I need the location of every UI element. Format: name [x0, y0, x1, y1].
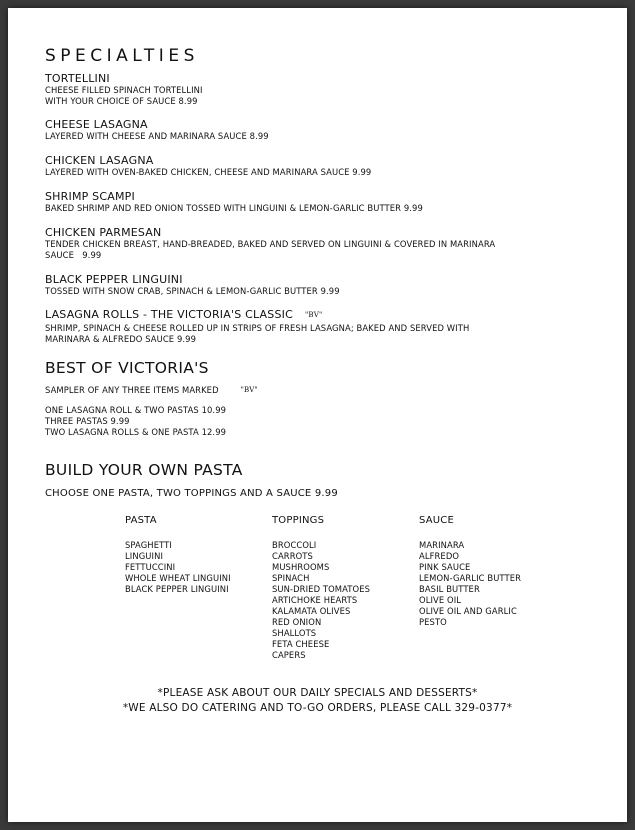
list-item: BLACK PEPPER LINGUINI [125, 584, 229, 594]
best-option: TWO LASAGNA ROLLS & ONE PASTA 12.99 [45, 427, 227, 437]
list-item: LEMON-GARLIC BUTTER [419, 573, 522, 583]
menu-item-cheese-lasagna [45, 118, 269, 142]
column-header: TOPPINGS [272, 515, 325, 526]
desc-line: BAKED SHRIMP AND RED ONION TOSSED WITH LINGUINI & LEMON-GARLIC BUTTER 9.99 [45, 203, 423, 213]
item-name: CHEESE LASAGNA [45, 118, 148, 131]
item-description [45, 239, 495, 261]
item-name: BLACK PEPPER LINGUINI [45, 273, 183, 286]
pasta-list [125, 540, 231, 595]
desc-line: SHRIMP, SPINACH & CHEESE ROLLED UP IN STRIPS OF FRESH LASAGNA; BAKED AND SERVED WITH [45, 323, 470, 333]
desc-line: TOSSED WITH SNOW CRAB, SPINACH & LEMON-GARLIC BUTTER 9.99 [45, 286, 340, 296]
list-item: SUN-DRIED TOMATOES [272, 584, 371, 594]
item-name: CHICKEN LASAGNA [45, 154, 154, 167]
footer-specials-note: *PLEASE ASK ABOUT OUR DAILY SPECIALS AND DESSERTS* [157, 687, 478, 699]
item-description [45, 203, 423, 214]
item-description [45, 85, 203, 107]
list-item: BROCCOLI [272, 540, 317, 550]
list-item: LINGUINI [125, 551, 164, 561]
list-item: WHOLE WHEAT LINGUINI [125, 573, 231, 583]
list-item: PESTO [419, 617, 447, 627]
desc-line: CHEESE FILLED SPINACH TORTELLINI [45, 85, 203, 95]
list-item: ARTICHOKE HEARTS [272, 595, 358, 605]
list-item: FETA CHEESE [272, 639, 330, 649]
item-description [45, 323, 469, 345]
specialties-title: SPECIALTIES [45, 46, 199, 66]
menu-item-chicken-lasagna [45, 154, 371, 178]
list-item: CAPERS [272, 650, 306, 660]
footer-catering-note: *WE ALSO DO CATERING AND TO-GO ORDERS, PLEASE CALL 329-0377* [122, 702, 513, 714]
best-of-title: BEST OF VICTORIA'S [45, 359, 209, 377]
list-item: CARROTS [272, 551, 313, 561]
best-options [45, 405, 226, 438]
bv-mark: "BV" [240, 386, 258, 394]
list-item: OLIVE OIL AND GARLIC [419, 606, 517, 616]
item-name-row [45, 308, 469, 321]
item-description [45, 131, 269, 142]
menu-page [8, 8, 627, 822]
best-option: ONE LASAGNA ROLL & TWO PASTAS 10.99 [45, 405, 227, 415]
desc-line: WITH YOUR CHOICE OF SAUCE 8.99 [45, 96, 198, 106]
best-option: THREE PASTAS 9.99 [45, 416, 130, 426]
list-item: MARINARA [419, 540, 465, 550]
sauce-list [419, 540, 521, 628]
column-header: PASTA [125, 515, 157, 526]
menu-item-chicken-parmesan [45, 226, 495, 261]
list-item: BASIL BUTTER [419, 584, 480, 594]
item-name: TORTELLINI [45, 72, 110, 85]
menu-item-black-pepper-linguini [45, 273, 340, 297]
desc-line: TENDER CHICKEN BREAST, HAND-BREADED, BAKED AND SERVED ON LINGUINI & COVERED IN MARINARA [45, 239, 496, 249]
menu-item-shrimp-scampi [45, 190, 423, 214]
desc-line: MARINARA & ALFREDO SAUCE 9.99 [45, 334, 197, 344]
bv-mark: "BV" [304, 311, 323, 319]
build-title: BUILD YOUR OWN PASTA [45, 461, 243, 479]
list-item: OLIVE OIL [419, 595, 462, 605]
list-item: FETTUCCINI [125, 562, 176, 572]
desc-line: SAUCE 9.99 [45, 250, 102, 260]
pasta-column [125, 515, 231, 595]
list-item: RED ONION [272, 617, 322, 627]
column-header: SAUCE [419, 515, 454, 526]
toppings-column [272, 515, 370, 661]
list-item: SPAGHETTI [125, 540, 172, 550]
list-item: SPINACH [272, 573, 310, 583]
sauce-column [419, 515, 521, 628]
item-name: SHRIMP SCAMPI [45, 190, 135, 203]
item-description [45, 167, 371, 178]
sampler-line [45, 385, 258, 396]
list-item: SHALLOTS [272, 628, 317, 638]
build-subtitle: CHOOSE ONE PASTA, TWO TOPPINGS AND A SAUCE 9.99 [45, 488, 338, 499]
item-description [45, 286, 340, 297]
item-name: LASAGNA ROLLS - THE VICTORIA'S CLASSIC [45, 308, 293, 321]
list-item: ALFREDO [419, 551, 460, 561]
menu-item-lasagna-rolls [45, 308, 469, 345]
desc-line: LAYERED WITH OVEN-BAKED CHICKEN, CHEESE AND MARINARA SAUCE 9.99 [45, 167, 372, 177]
desc-line: LAYERED WITH CHEESE AND MARINARA SAUCE 8.99 [45, 131, 269, 141]
item-name: CHICKEN PARMESAN [45, 226, 162, 239]
sampler-text: SAMPLER OF ANY THREE ITEMS MARKED [45, 385, 219, 395]
list-item: PINK SAUCE [419, 562, 471, 572]
list-item: MUSHROOMS [272, 562, 330, 572]
list-item: KALAMATA OLIVES [272, 606, 351, 616]
toppings-list [272, 540, 370, 661]
menu-item-tortellini [45, 72, 203, 107]
